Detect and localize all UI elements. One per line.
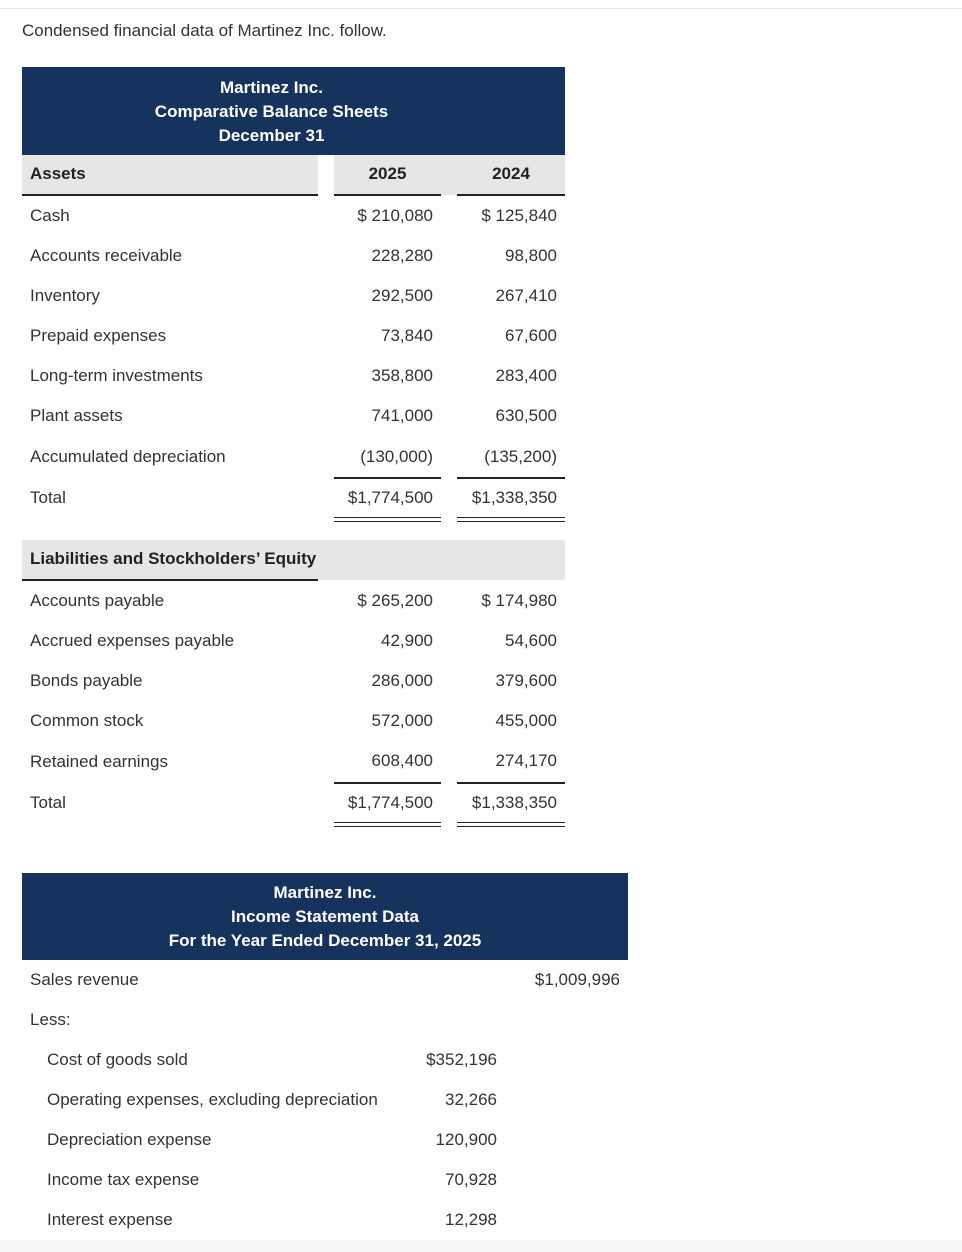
intro-text: Condensed financial data of Martinez Inc. follow.	[22, 21, 387, 40]
asset-label: Prepaid expenses	[30, 326, 167, 345]
expense-value: 32,266	[445, 1090, 497, 1109]
header-underline-2024	[457, 194, 565, 196]
header-date: December 31	[218, 126, 325, 145]
header-underline-label	[22, 194, 318, 196]
asset-2024: 630,500	[495, 406, 557, 425]
expense-label: Operating expenses, excluding depreciation	[47, 1090, 378, 1109]
assets-total-label: Total	[30, 488, 66, 507]
assets-total-2025: $1,774,500	[347, 488, 433, 507]
assets-subtotal-line-2024	[457, 477, 565, 479]
asset-label: Long-term investments	[30, 366, 203, 385]
asset-2024: $ 125,840	[481, 206, 557, 225]
liability-label: Accounts payable	[30, 591, 165, 610]
asset-2025: 228,280	[371, 246, 433, 265]
liability-label: Bonds payable	[30, 671, 143, 690]
liab-total-2025: $1,774,500	[347, 793, 433, 812]
asset-2025: 358,800	[371, 366, 433, 385]
asset-2025: $ 210,080	[357, 206, 433, 225]
liability-label: Retained earnings	[30, 752, 168, 771]
liabilities-header: Liabilities and Stockholders’ Equity	[30, 549, 317, 568]
header-title: Comparative Balance Sheets	[154, 102, 389, 121]
asset-2024: (135,200)	[484, 447, 557, 466]
assets-total-double-line-2025	[334, 517, 441, 522]
asset-2025: 73,840	[381, 326, 433, 345]
expense-label: Interest expense	[47, 1210, 173, 1229]
assets-total-2024: $1,338,350	[471, 488, 557, 507]
is-header-period: For the Year Ended December 31, 2025	[168, 931, 482, 950]
liab-total-2024: $1,338,350	[471, 793, 557, 812]
asset-2024: 98,800	[505, 246, 557, 265]
asset-label: Plant assets	[30, 406, 123, 425]
asset-2024: 283,400	[495, 366, 557, 385]
expense-label: Income tax expense	[47, 1170, 200, 1189]
top-divider	[0, 8, 962, 9]
bottom-band	[0, 1240, 962, 1252]
sales-label: Sales revenue	[30, 970, 139, 989]
header-company: Martinez Inc.	[220, 78, 323, 97]
expense-value: $352,196	[426, 1050, 497, 1069]
header-underline-2025	[334, 194, 441, 196]
liability-label: Common stock	[30, 711, 144, 730]
expense-value: 70,928	[445, 1170, 497, 1189]
liability-label: Accrued expenses payable	[30, 631, 235, 650]
liability-2025: 42,900	[381, 631, 433, 650]
asset-2024: 67,600	[505, 326, 557, 345]
liability-2025: 286,000	[371, 671, 433, 690]
asset-label: Inventory	[30, 286, 100, 305]
liability-2024: 379,600	[495, 671, 557, 690]
expense-label: Cost of goods sold	[47, 1050, 188, 1069]
asset-2025: (130,000)	[360, 447, 433, 466]
liability-2025: 572,000	[371, 711, 433, 730]
liab-total-label: Total	[30, 793, 66, 812]
liability-2024: $ 174,980	[481, 591, 557, 610]
expense-label: Depreciation expense	[47, 1130, 212, 1149]
asset-label: Cash	[30, 206, 70, 225]
liabilities-header-underline	[22, 579, 318, 581]
income-statement-header	[22, 873, 628, 960]
is-header-company: Martinez Inc.	[273, 883, 377, 902]
liability-2025: 608,400	[371, 751, 433, 770]
liab-total-double-line-2025	[334, 822, 441, 827]
less-label: Less:	[30, 1010, 71, 1029]
liab-subtotal-line-2024	[457, 782, 565, 784]
asset-2025: 292,500	[371, 286, 433, 305]
col-2024-header: 2024	[492, 164, 530, 183]
liab-subtotal-line-2025	[334, 782, 441, 784]
liability-2025: $ 265,200	[357, 591, 433, 610]
liability-2024: 274,170	[495, 751, 557, 770]
asset-2024: 267,410	[495, 286, 557, 305]
is-header-title: Income Statement Data	[231, 907, 419, 926]
expense-value: 120,900	[435, 1130, 497, 1149]
expense-value: 12,298	[445, 1210, 497, 1229]
col-2025-header: 2025	[368, 164, 407, 183]
asset-label: Accumulated depreciation	[30, 447, 226, 466]
assets-subtotal-line-2025	[334, 477, 441, 479]
assets-total-double-line-2024	[457, 517, 565, 522]
asset-label: Accounts receivable	[30, 246, 183, 265]
balance-sheet-header	[22, 67, 565, 155]
liability-2024: 455,000	[495, 711, 557, 730]
asset-2025: 741,000	[371, 406, 433, 425]
sales-value: $1,009,996	[534, 970, 620, 989]
liability-2024: 54,600	[505, 631, 557, 650]
liab-total-double-line-2024	[457, 822, 565, 827]
assets-header: Assets	[30, 164, 86, 183]
